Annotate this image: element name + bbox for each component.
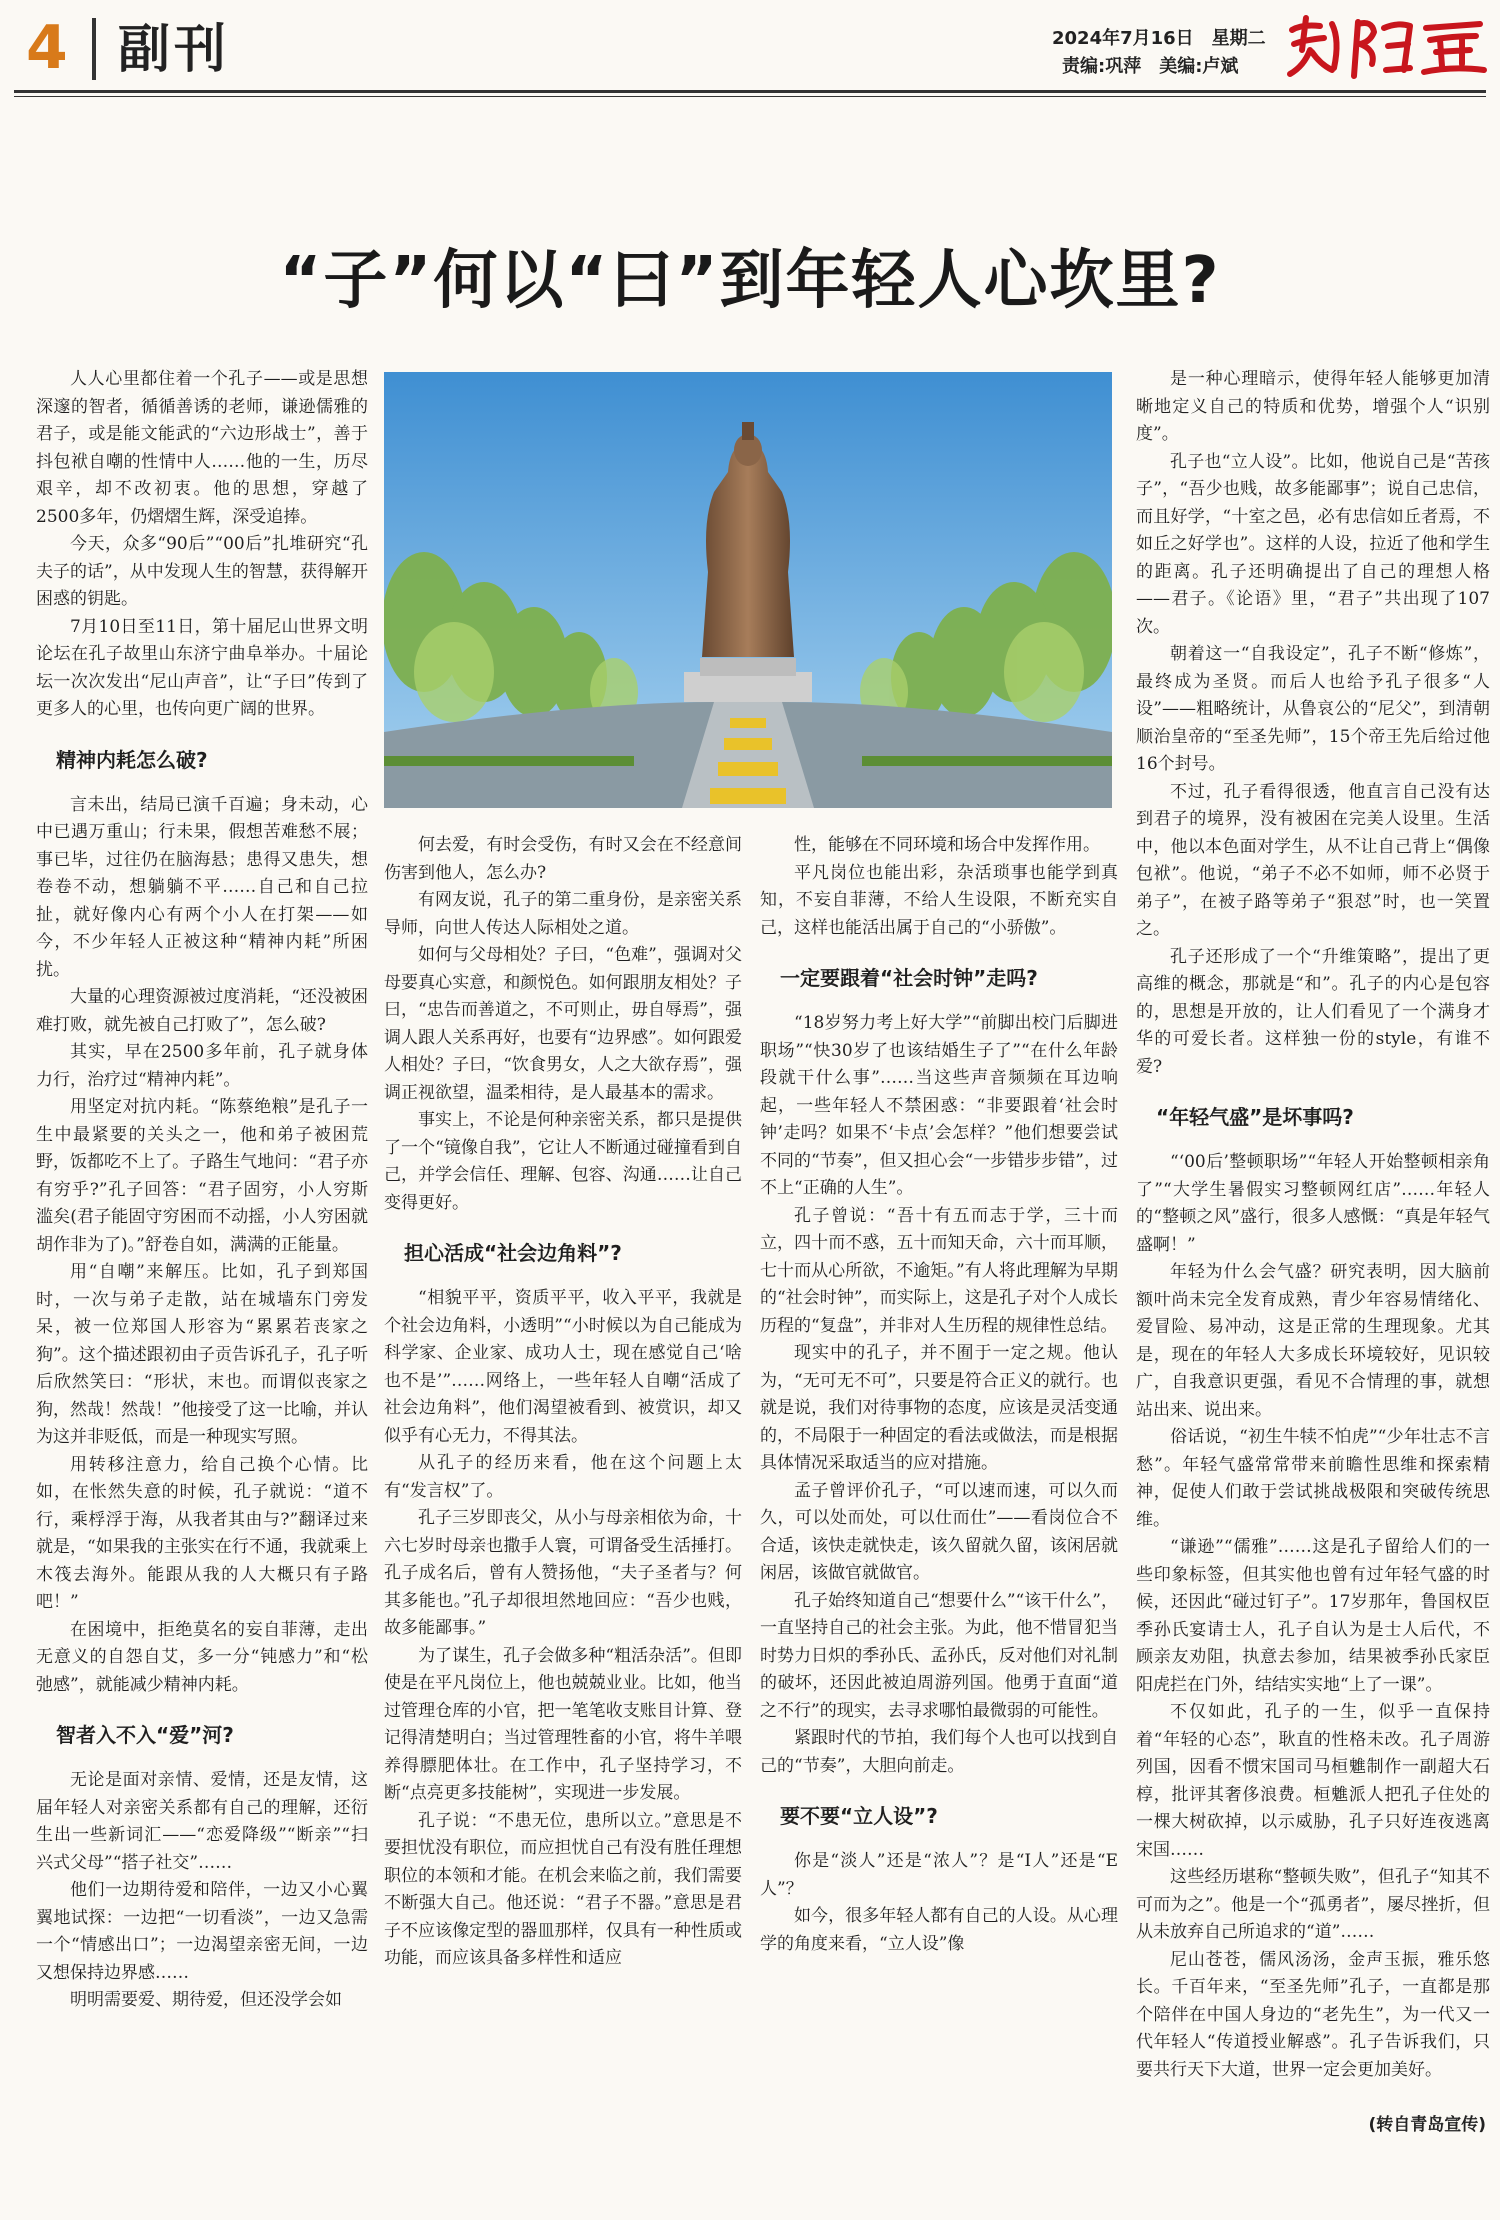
article-paragraph: 孟子曾评价孔子，“可以速而速，可以久而久，可以处而处，可以仕而仕”——看岗位合不合适，该快走就快走，该久留就久留，该闲居就闲居，该做官就做官。 xyxy=(760,1480,1118,1583)
subheading: 一定要跟着“社会时钟”走吗? xyxy=(780,966,1038,990)
article-paragraph: 你是“淡人”还是“浓人”？是“I人”还是“E人”？ xyxy=(760,1851,1118,1899)
article-paragraph: “谦逊”“儒雅”……这是孔子留给人们的一些印象标签，但其实他也曾有过年轻气盛的时候，还因此“碰过钉子”。17岁那年，鲁国权臣季孙氏宴请士人，孔子自认为是士人后代，不顾亲友劝阻，执意去参加，结果被季孙氏家臣阳虎拦在门外，结结实实地“上了一课”。 xyxy=(1136,1537,1490,1695)
article-paragraph: 这些经历堪称“整顿失败”，但孔子“知其不可而为之”。他是一个“孤勇者”，屡尽挫折，但从未放弃自己所追求的“道”…… xyxy=(1136,1867,1490,1942)
article-paragraph: 如何与父母相处？子曰，“色难”，强调对父母要真心实意，和颜悦色。如何跟朋友相处？子曰，“忠告而善道之，不可则止，毋自辱焉”，强调人跟人关系再好，也要有“边界感”。如何跟爱人相处？子曰，“饮食男女，人之大欲存焉”，强调正视欲望，温柔相待，是人最基本的需求。 xyxy=(384,945,742,1103)
art-editor-label: 美编:卢斌 xyxy=(1159,56,1239,77)
newspaper-masthead-logo xyxy=(1280,10,1490,84)
editors-line xyxy=(1062,52,1238,78)
article-paragraph: “18岁努力考上好大学”“前脚出校门后脚进职场”“快30岁了也该结婚生子了”“在什么年龄段就干什么事”……当这些声音频频在耳边响起，一些年轻人不禁困惑：“非要跟着‘社会时钟’走吗？如果不‘卡点’会怎样？”他们想要尝试不同的“节奏”，但又担心会“一步错步步错”，过不上“正确的人生”。 xyxy=(760,1013,1118,1198)
article-paragraph: 朝着这一“自我设定”，孔子不断“修炼”，最终成为圣贤。而后人也给予孔子很多“人设”——粗略统计，从鲁哀公的“尼父”，到清朝顺治皇帝的“至圣先师”，15个帝王先后给过他16个封号。 xyxy=(1136,644,1490,774)
paragraph-group xyxy=(760,1010,1118,1780)
paragraph-group xyxy=(36,366,368,724)
article-headline: “子”何以“曰”到年轻人心坎里? xyxy=(279,243,1221,318)
article-paragraph: 孔子曾说：“吾十有五而志于学，三十而立，四十而不惑，五十而知天命，六十而耳顺，七十而从心所欲，不逾矩。”有人将此理解为早期的“社会时钟”，而实际上，这是孔子对个人成长历程的“复盘”，并非对人生历程的规律性总结。 xyxy=(760,1205,1118,1336)
paragraph-group xyxy=(36,792,368,1700)
article-paragraph: “‘00后’整顿职场”“年轻人开始整顿相亲角了”“大学生暑假实习整顿网红店”……年轻人的“整顿之风”盛行，很多人感慨：“真是年轻气盛啊！” xyxy=(1136,1152,1490,1255)
paragraph-group xyxy=(384,832,742,1217)
article-paragraph: 不仅如此，孔子的一生，似乎一直保持着“年轻的心态”，耿直的性格未改。孔子周游列国，因看不惯宋国司马桓魋制作一副超大石椁，批评其奢侈浪费。桓魋派人把孔子住处的一棵大树砍掉，以示威胁，孔子只好连夜逃离宋国…… xyxy=(1136,1702,1490,1860)
article-paragraph: 明明需要爱、期待爱，但还没学会如 xyxy=(70,1990,342,2010)
subheading: “年轻气盛”是坏事吗? xyxy=(1156,1105,1354,1129)
article-paragraph: 俗话说，“初生牛犊不怕虎”“少年壮志不言愁”。年轻气盛常常带来前瞻性思维和探索精神，促使人们敢于尝试挑战极限和突破传统思维。 xyxy=(1136,1427,1490,1530)
subheading: 担心活成“社会边角料”? xyxy=(404,1241,622,1265)
header-rule-thin xyxy=(14,96,1486,97)
article-column-2 xyxy=(384,832,742,2196)
article-column-4 xyxy=(1136,366,1490,2166)
article-paragraph: 他们一边期待爱和陪伴，一边又小心翼翼地试探：一边把“一切看淡”，一边又急需一个“情感出口”；一边渴望亲密无间，一边又想保持边界感…… xyxy=(36,1880,368,1983)
date-line xyxy=(1052,24,1266,50)
article-paragraph: 用坚定对抗内耗。“陈蔡绝粮”是孔子一生中最紧要的关头之一，他和弟子被困荒野，饭都吃不上了。子路生气地问：“君子亦有穷乎?”孔子回答：“君子固穷，小人穷斯滥矣(君子能固守穷困而不动摇，小人穷困就胡作非为了)。”舒卷自如，满满的正能量。 xyxy=(36,1097,368,1255)
subheading: 精神内耗怎么破? xyxy=(56,747,208,772)
page-header xyxy=(0,0,1500,96)
subheading: 智者入不入“爱”河? xyxy=(56,1723,234,1747)
article-paragraph: 在困境中，拒绝莫名的妄自菲薄，走出无意义的自怨自艾，多一分“钝感力”和“松弛感”，就能减少精神内耗。 xyxy=(36,1619,368,1695)
article-paragraph: 现实中的孔子，并不囿于一定之规。他认为，“无可无不可”，只要是符合正义的就行。也就是说，我们对待事物的态度，应该是灵活变通的，不局限于一种固定的看法或做法，而是根据具体情况采取适当的应对措施。 xyxy=(760,1343,1118,1473)
article-paragraph: 其实，早在2500多年前，孔子就身体力行，治疗过“精神内耗”。 xyxy=(36,1042,368,1090)
article-paragraph: 平凡岗位也能出彩，杂活琐事也能学到真知，不妄自菲薄，不给人生设限，不断充实自己，这样也能活出属于自己的“小骄傲”。 xyxy=(760,862,1118,938)
article-paragraph: 事实上，不论是何种亲密关系，都只是提供了一个“镜像自我”，它让人不断通过碰撞看到自己，并学会信任、理解、包容、沟通……让自己变得更好。 xyxy=(384,1110,742,1213)
editor-label: 责编:巩萍 xyxy=(1062,56,1142,77)
article-paragraph: 有网友说，孔子的第二重身份，是亲密关系导师，向世人传达人际相处之道。 xyxy=(384,890,742,938)
article-paragraph: “相貌平平，资质平平，收入平平，我就是个社会边角料，小透明”“小时候以为自己能成为科学家、企业家、成功人士，现在感觉自己‘啥也不是’”……网络上，一些年轻人自嘲“活成了社会边角料”，他们渴望被看到、被赏识，却又似乎有心无力，不得其法。 xyxy=(384,1288,742,1446)
article-paragraph: 用转移注意力，给自己换个心情。比如，在怅然失意的时候，孔子就说：“道不行，乘桴浮于海，从我者其由与?”翻译过来就是，“如果我的主张实在行不通，我就乘上木筏去海外。能跟从我的人大概只有子路吧！” xyxy=(36,1454,368,1612)
article-paragraph: 言未出，结局已演千百遍；身未动，心中已遇万重山；行未果，假想苦难愁不展；事已毕，过往仍在脑海悬；患得又患失，想卷卷不动，想躺躺不平……自己和自己拉扯，就好像内心有两个小人在打架——如今，不少年轻人正被这种“精神内耗”所困扰。 xyxy=(36,794,368,980)
paragraph-group xyxy=(1136,366,1490,1081)
article-paragraph: 孔子三岁即丧父，从小与母亲相依为命，十六七岁时母亲也撒手人寰，可谓备受生活捶打。孔子成名后，曾有人赞扬他，“夫子圣者与？何其多能也。”孔子却很坦然地回应：“吾少也贱，故多能鄙事。” xyxy=(384,1508,742,1638)
page-number: 4 xyxy=(26,13,68,83)
paragraph-group xyxy=(760,1848,1118,1958)
article-paragraph: 年轻为什么会气盛？研究表明，因大脑前额叶尚未完全发育成熟，青少年容易情绪化、爱冒险、易冲动，这是正常的生理现象。尤其是，现在的年轻人大多成长环境较好，见识较广，自我意识更强，看见不合情理的事，就想站出来、说出来。 xyxy=(1136,1262,1490,1420)
article-column-3 xyxy=(760,832,1118,2196)
article-paragraph: 紧跟时代的节拍，我们每个人也可以找到自己的“节奏”，大胆向前走。 xyxy=(760,1728,1118,1776)
article-paragraph: 人人心里都住着一个孔子——或是思想深邃的智者，循循善诱的老师，谦逊儒雅的君子，或是能文能武的“六边形战士”，善于抖包袱自嘲的性情中人……他的一生，历尽艰辛，却不改初衷。他的思想，穿越了2500多年，仍熠熠生辉，深受追捧。 xyxy=(36,369,368,527)
article-paragraph: 是一种心理暗示，使得年轻人能够更加清晰地定义自己的特质和优势，增强个人“识别度”。 xyxy=(1136,369,1490,444)
header-rule xyxy=(14,90,1486,93)
issue-weekday: 星期二 xyxy=(1211,28,1266,49)
article-paragraph: 尼山苍苍，儒风汤汤，金声玉振，雅乐悠长。千百年来，“至圣先师”孔子，一直都是那个陪伴在中国人身边的“老先生”，为一代又一代年轻人“传道授业解惑”。孔子告诉我们，只要共行天下大道，世界一定会更加美好。 xyxy=(1136,1949,1490,2080)
article-paragraph: 孔子说：“不患无位，患所以立。”意思是不要担忧没有职位，而应担忧自己有没有胜任理想职位的本领和才能。在机会来临之前，我们需要不断强大自己。他还说：“君子不器。”意思是君子不应该像定型的器皿那样，仅具有一种性质或功能，而应该具备多样性和适应 xyxy=(384,1810,742,1968)
issue-date: 2024年7月16日 xyxy=(1052,28,1194,49)
article-paragraph: 不过，孔子看得很透，他直言自己没有达到君子的境界，没有被困在完美人设里。生活中，他以本色面对学生，从不让自己背上“偶像包袱”。他说，“弟子不必不如师，师不必贤于弟子”，在被子路等弟子“狠怼”时，也一笑置之。 xyxy=(1136,781,1490,939)
source-note: (转自青岛宣传) xyxy=(1368,2115,1486,2135)
article-paragraph: 如今，很多年轻人都有自己的人设。从心理学的角度来看，“立人设”像 xyxy=(760,1906,1118,1954)
article-paragraph: 何去爱，有时会受伤，有时又会在不经意间伤害到他人，怎么办? xyxy=(384,835,742,883)
article-paragraph: 孔子还形成了一个“升维策略”，提出了更高维的概念，那就是“和”。孔子的内心是包容的，思想是开放的，让人们看见了一个满身才华的可爱长者。这样独一份的style，有谁不爱? xyxy=(1136,946,1490,1077)
paragraph-group xyxy=(36,1767,368,2015)
article-paragraph: 今天，众多“90后”“00后”扎堆研究“孔夫子的话”，从中发现人生的智慧，获得解开困惑的钥匙。 xyxy=(36,534,368,609)
article-column-1 xyxy=(36,366,368,2196)
article-paragraph: 大量的心理资源被过度消耗，“还没被困难打败，就先被自己打败了”，怎么破? xyxy=(36,987,368,1035)
article-paragraph: 无论是面对亲情、爱情，还是友情，这届年轻人对亲密关系都有自己的理解，还衍生出一些新词汇——“恋爱降级”“断亲”“扫兴式父母”“搭子社交”…… xyxy=(36,1770,368,1873)
section-name: 副刊 xyxy=(118,20,231,80)
article-paragraph: 性，能够在不同环境和场合中发挥作用。 xyxy=(794,835,1100,855)
paragraph-group xyxy=(1136,1149,1490,2084)
subheading: 要不要“立人设”? xyxy=(780,1804,938,1828)
article-paragraph: 7月10日至11日，第十届尼山世界文明论坛在孔子故里山东济宁曲阜举办。十届论坛一次次发出“尼山声音”，让“子曰”传到了更多人的心里，也传向更广阔的世界。 xyxy=(36,616,368,719)
paragraph-group xyxy=(384,1285,742,1973)
article-paragraph: 从孔子的经历来看，他在这个问题上太有“发言权”了。 xyxy=(384,1453,742,1501)
confucius-statue-photo xyxy=(384,372,1112,808)
article-paragraph: 孔子始终知道自己“想要什么”“该干什么”，一直坚持自己的社会主张。为此，他不惜冒犯当时势力日炽的季孙氏、孟孙氏，反对他们对礼制的破坏，还因此被迫周游列国。他勇于直面“道之不行”的现实，去寻求哪怕最微弱的可能性。 xyxy=(760,1590,1118,1721)
article-paragraph: 为了谋生，孔子会做多种“粗活杂活”。但即使是在平凡岗位上，他也兢兢业业。比如，他当过管理仓库的小官，把一笔笔收支账目计算、登记得清楚明白；当过管理牲畜的小官，将牛羊喂养得膘肥体壮。在工作中，孔子坚持学习，不断“点亮更多技能树”，实现进一步发展。 xyxy=(384,1645,742,1803)
paragraph-group xyxy=(760,832,1118,942)
article-paragraph: 孔子也“立人设”。比如，他说自己是“苦孩子”，“吾少也贱，故多能鄙事”；说自己忠信，而且好学，“十室之邑，必有忠信如丘者焉，不如丘之好学也”。这样的人设，拉近了他和学生的距离。孔子还明确提出了自己的理想人格——君子。《论语》里，“君子”共出现了107次。 xyxy=(1136,451,1490,637)
header-divider xyxy=(92,18,96,80)
article-paragraph: 用“自嘲”来解压。比如，孔子到郑国时，一次与弟子走散，站在城墙东门旁发呆，被一位郑国人形容为“累累若丧家之狗”。这个描述跟初由子贡告诉孔子，孔子听后欣然笑曰：“形状，末也。而谓似丧家之狗，然哉！然哉！”他接受了这一比喻，并认为这并非贬低，而是一种现实写照。 xyxy=(36,1262,368,1447)
